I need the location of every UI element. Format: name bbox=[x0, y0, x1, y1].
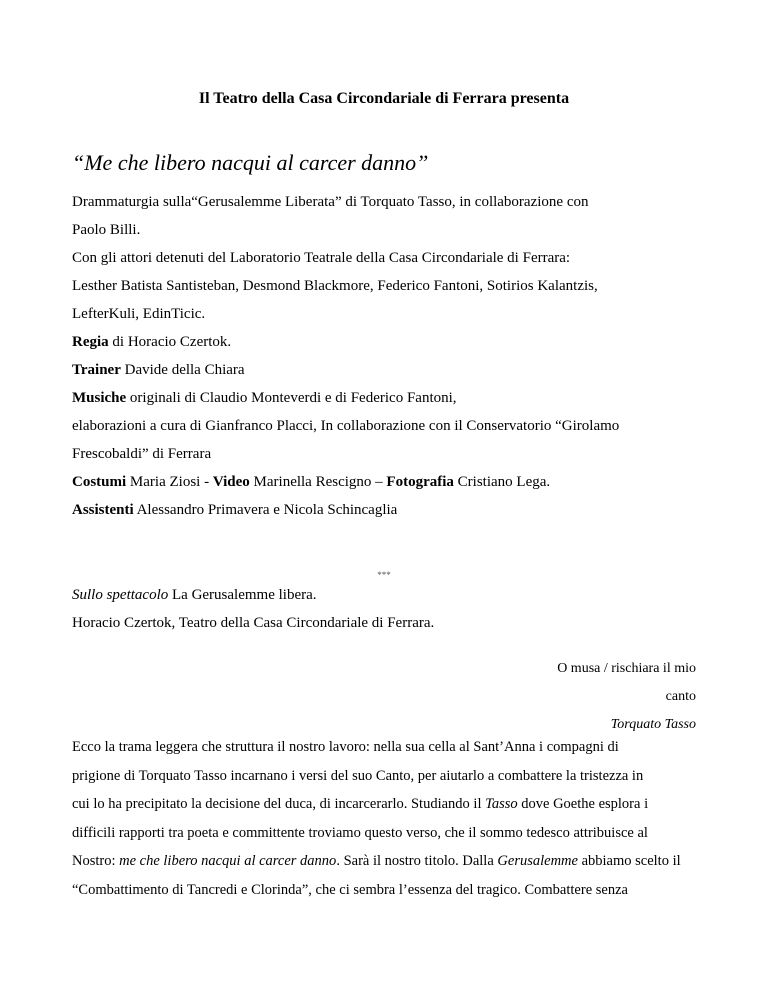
musiche-label: Musiche bbox=[72, 390, 127, 406]
fotografia-text: Cristiano Lega. bbox=[453, 474, 551, 490]
body-paragraph bbox=[72, 733, 712, 904]
body-line-5-em: me che libero nacqui al carcer danno bbox=[119, 853, 337, 869]
costumi-video-fotografia-line bbox=[72, 468, 712, 496]
body-line-5-end: abbiamo scelto il bbox=[577, 853, 681, 869]
show-title: “Me che libero nacqui al carcer danno” bbox=[72, 150, 429, 175]
intro-section bbox=[72, 581, 712, 637]
body-line-4: difficili rapporti tra poeta e committente troviamo questo verso, che il sommo tedesco attribuisce al bbox=[72, 824, 648, 841]
assistenti-label: Assistenti bbox=[72, 502, 134, 518]
actors-intro-line: Con gli attori detenuti del Laboratorio Teatrale della Casa Circondariale di Ferrara: bbox=[72, 250, 571, 266]
body-line-3 bbox=[72, 790, 712, 819]
body-line-5-mid: . Sarà il nostro titolo. Dalla bbox=[336, 853, 498, 869]
body-line-6: “Combattimento di Tancredi e Clorinda”, che ci sembra l’essenza del tragico. Combattere senza bbox=[72, 881, 628, 898]
assistenti-text: Alessandro Primavera e Nicola Schincaglia bbox=[133, 502, 398, 518]
costumi-label: Costumi bbox=[72, 474, 127, 490]
spettacolo-label: Sullo spettacolo bbox=[72, 587, 169, 603]
costumi-text: Maria Ziosi - bbox=[126, 474, 213, 490]
section-separator: *** bbox=[377, 570, 391, 580]
actors-line-2: LefterKuli, EdinTicic. bbox=[72, 306, 206, 322]
assistenti-line bbox=[72, 496, 712, 524]
actors-line-1: Lesther Batista Santisteban, Desmond Blackmore, Federico Fantoni, Sotirios Kalantzis, bbox=[72, 278, 598, 294]
dramaturgy-line-2: Paolo Billi. bbox=[72, 222, 141, 238]
epigraph-line-1: O musa / rischiara il mio bbox=[557, 661, 696, 676]
elaborazioni-line-2: Frescobaldi” di Ferrara bbox=[72, 446, 212, 462]
body-line-2: prigione di Torquato Tasso incarnano i versi del suo Canto, per aiutarlo a combattere la tristezza in bbox=[72, 767, 644, 784]
body-line-3-em: Tasso bbox=[485, 796, 518, 812]
musiche-text: originali di Claudio Monteverdi e di Federico Fantoni, bbox=[126, 390, 457, 406]
body-line-3-end: dove Goethe esplora i bbox=[517, 796, 649, 812]
credits-section bbox=[72, 188, 712, 524]
spettacolo-line bbox=[72, 581, 712, 609]
epigraph bbox=[557, 655, 696, 739]
body-line-5-em2: Gerusalemme bbox=[497, 853, 578, 869]
body-line-5-start: Nostro: bbox=[72, 853, 120, 869]
epigraph-author: Torquato Tasso bbox=[610, 717, 696, 732]
trainer-line bbox=[72, 356, 712, 384]
body-line-1: Ecco la trama leggera che struttura il nostro lavoro: nella sua cella al Sant’Anna i compagni di bbox=[72, 739, 619, 755]
page-heading: Il Teatro della Casa Circondariale di Ferrara presenta bbox=[198, 90, 570, 107]
regia-line bbox=[72, 328, 712, 356]
dramaturgy-line-1: Drammaturgia sulla“Gerusalemme Liberata” di Torquato Tasso, in collaborazione con bbox=[72, 194, 589, 210]
trainer-label: Trainer bbox=[72, 362, 121, 378]
elaborazioni-line-1: elaborazioni a cura di Gianfranco Placci, In collaborazione con il Conservatorio “Girolamo bbox=[72, 418, 620, 434]
fotografia-label: Fotografia bbox=[386, 474, 454, 490]
spettacolo-text: La Gerusalemme libera. bbox=[168, 587, 317, 603]
video-label: Video bbox=[212, 474, 250, 490]
trainer-text: Davide della Chiara bbox=[120, 362, 245, 378]
body-line-3-start: cui lo ha precipitato la decisione del duca, di incarcerarlo. Studiando il bbox=[72, 796, 486, 812]
musiche-line bbox=[72, 384, 712, 412]
epigraph-line-2: canto bbox=[665, 689, 696, 704]
regia-label: Regia bbox=[72, 334, 109, 350]
regia-text: di Horacio Czertok. bbox=[108, 334, 232, 350]
body-line-5 bbox=[72, 847, 712, 876]
video-text: Marinella Rescigno – bbox=[249, 474, 387, 490]
intro-author-line: Horacio Czertok, Teatro della Casa Circondariale di Ferrara. bbox=[72, 615, 435, 631]
